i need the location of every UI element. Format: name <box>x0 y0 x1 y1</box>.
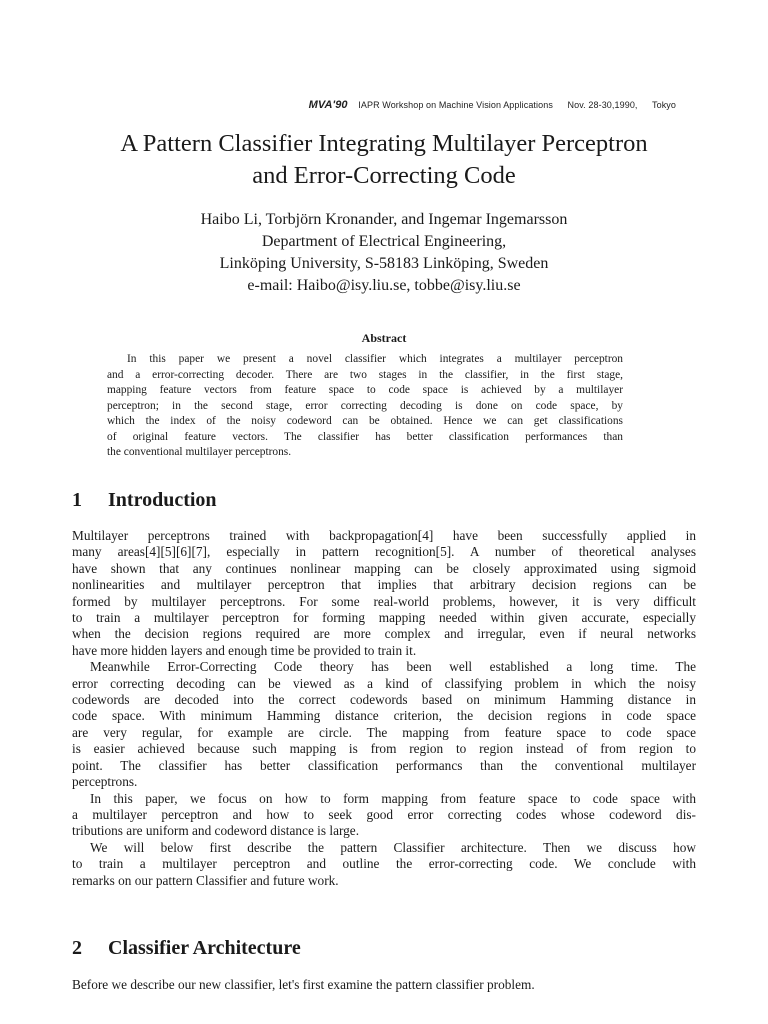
abstract-line: perceptron; in the second stage, error correcting decoding is done on code space, by <box>107 399 623 412</box>
abstract-line: the conventional multilayer perceptrons. <box>107 446 292 458</box>
paper-title <box>40 128 728 192</box>
paragraph-line: many areas[4][5][6][7], especially in pattern recognition[5]. A number of theoretical analyses <box>72 544 696 560</box>
section-number: 1 <box>72 489 82 511</box>
paragraph-line: Meanwhile Error-Correcting Code theory has been well established a long time. The <box>90 659 696 675</box>
paragraph-line: Before we describe our new classifier, let's first examine the pattern classifier problem. <box>72 977 535 992</box>
paragraph-line: formed by multilayer perceptrons. For some real-world problems, however, it is very difficult <box>72 593 696 609</box>
title-line-1: A Pattern Classifier Integrating Multilayer Perceptron <box>120 130 648 157</box>
section-title: Classifier Architecture <box>108 937 301 959</box>
author-department: Department of Electrical Engineering, <box>261 233 507 250</box>
paragraph-line: codewords are decoded into the correct codewords based on minimum Hamming distance in <box>72 692 696 708</box>
workshop-city: Tokyo <box>651 100 676 110</box>
paragraph-line: In this paper, we focus on how to form mapping from feature space to code space with <box>90 790 696 806</box>
author-email: e-mail: Haibo@isy.liu.se, tobbe@isy.liu.se <box>247 277 521 294</box>
paragraph-line: perceptrons. <box>72 774 138 790</box>
section-number: 2 <box>72 937 82 959</box>
abstract-line: and a error-correcting decoder. There are two stages in the classifier, in the first stage, <box>107 368 623 381</box>
paragraph-line: remarks on our pattern Classifier and future work. <box>72 872 339 888</box>
paragraph-line: code space. With minimum Hamming distance criterion, the decision regions in code space <box>72 708 696 724</box>
abstract-line: mapping feature vectors from feature space to code space is achieved by a multilayer <box>107 384 623 396</box>
paragraph-line: are very regular, for example are circle. The mapping from feature space to code space <box>72 724 696 740</box>
section-title: Introduction <box>108 489 217 511</box>
paragraph-line: tributions are uniform and codeword distance is large. <box>72 823 360 839</box>
paragraph-line: error correcting decoding can be viewed as a kind of classifying problem in which the noisy <box>72 675 696 691</box>
section-heading-classifier-architecture <box>72 937 301 960</box>
paragraph-line: a multilayer perceptron and how to seek good error correcting codes whose codeword dis- <box>72 806 696 822</box>
author-block <box>40 209 728 297</box>
paragraph-line: have more hidden layers and enough time be provided to train it. <box>72 642 417 658</box>
paragraph-line: to train a multilayer perceptron and outline the error-correcting code. We conclude with <box>72 856 696 872</box>
classifier-architecture-body <box>72 977 696 993</box>
introduction-body <box>72 528 696 889</box>
paragraph-line: We will below first describe the pattern Classifier architecture. Then we discuss how <box>90 839 696 855</box>
paragraph-line: point. The classifier has better classification performancs than the conventional multilayer <box>72 757 696 773</box>
paragraph-line: is easier achieved because such mapping is from region to region instead of from region to <box>72 741 696 757</box>
author-names: Haibo Li, Torbjörn Kronander, and Ingemar Ingemarsson <box>200 211 568 228</box>
workshop-name: IAPR Workshop on Machine Vision Applications <box>358 100 553 110</box>
abstract-line: of original feature vectors. The classifier has better classification performances than <box>107 430 623 443</box>
section-heading-introduction <box>72 489 217 512</box>
abstract-heading: Abstract <box>361 331 407 345</box>
paragraph-line: Multilayer perceptrons trained with backpropagation[4] have been successfully applied in <box>72 528 696 543</box>
title-line-2: and Error-Correcting Code <box>252 162 516 189</box>
venue-label: MVA'90 <box>308 99 348 111</box>
abstract-line: which the index of the noisy codeword can be obtained. Hence we can get classifications <box>107 415 623 427</box>
author-university: Linköping University, S-58183 Linköping, Sweden <box>219 255 549 272</box>
paragraph-line: nonlinearities and multilayer perceptron that implies that arbitrary decision regions can be <box>72 577 696 593</box>
paragraph-line: to train a multilayer perceptron for forming mapping needed within given accurate, especially <box>72 610 696 626</box>
running-header <box>309 99 676 111</box>
abstract-body <box>107 352 623 461</box>
paragraph-line: have shown that any continues nonlinear mapping can be closely approximated using sigmoid <box>72 560 696 576</box>
paragraph-line: when the decision regions required are more complex and irregular, even if neural networks <box>72 626 696 642</box>
workshop-dates: Nov. 28-30,1990, <box>567 100 638 110</box>
abstract-line: In this paper we present a novel classifier which integrates a multilayer perceptron <box>127 353 623 365</box>
